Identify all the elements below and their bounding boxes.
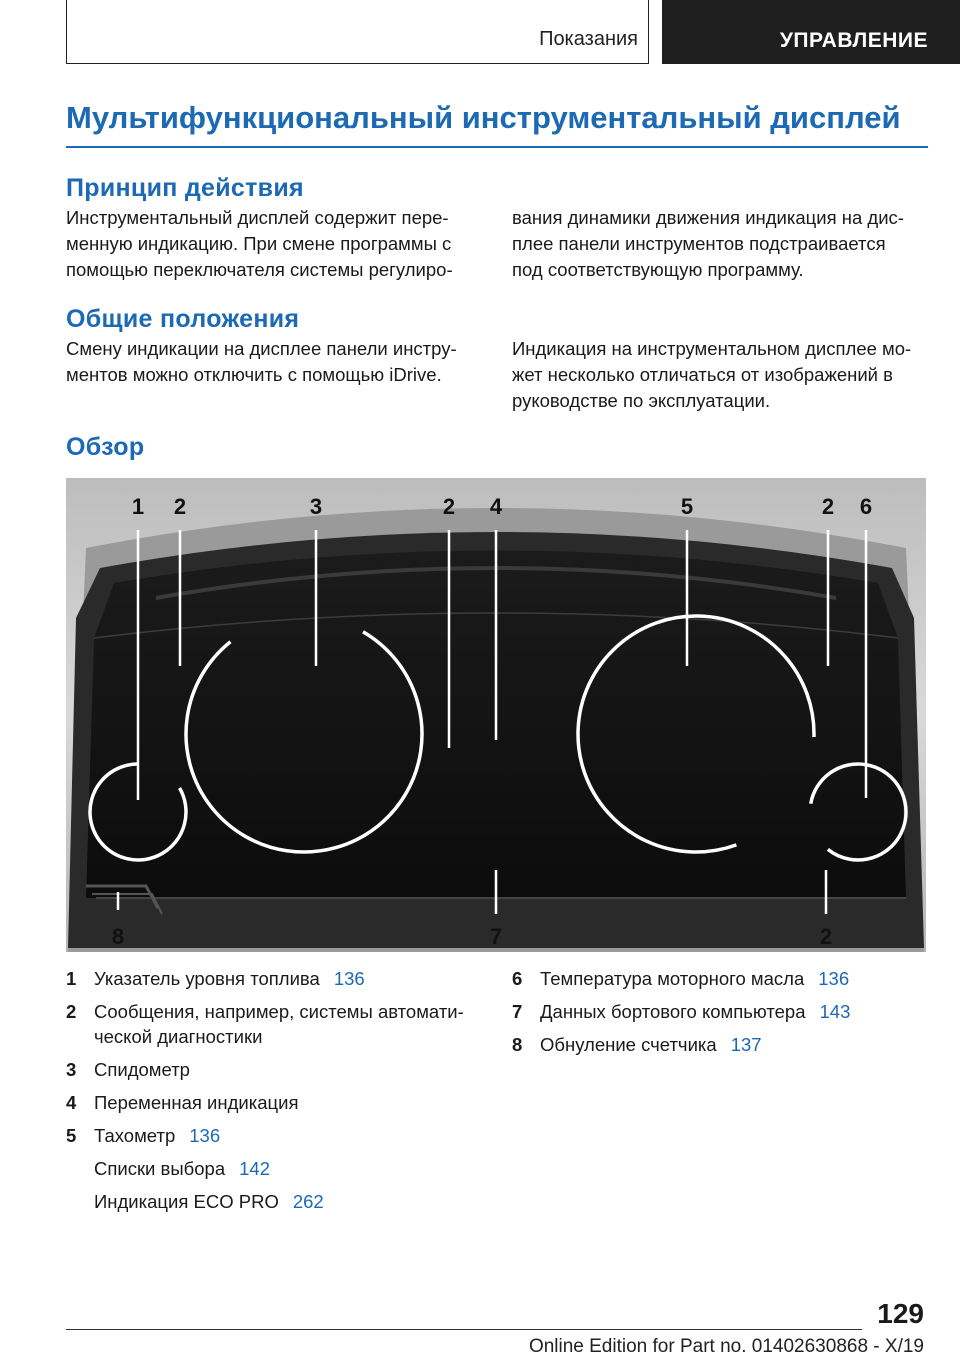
text-line: ментов можно отключить с помощью iDrive. — [66, 364, 442, 385]
text-line: помощью переключателя системы регулиро- — [66, 259, 453, 280]
legend-item — [66, 1057, 486, 1082]
legend-text: Температура моторного масла — [540, 968, 805, 989]
callout-5: 5 — [680, 494, 694, 519]
legend-text: Переменная индикация — [94, 1092, 299, 1113]
page-reference-link[interactable]: 137 — [730, 1034, 762, 1055]
legend-item — [66, 966, 486, 991]
callout-2: 2 — [821, 494, 835, 519]
heading-overview: Обзор — [66, 433, 145, 461]
callout-2: 2 — [173, 494, 187, 519]
legend-text: Тахометр — [94, 1125, 176, 1146]
legend-text: Данных бортового компьютера — [540, 1001, 806, 1022]
legend-item — [66, 999, 486, 1049]
footer-rule — [66, 1329, 862, 1330]
legend-number: 1 — [66, 968, 77, 989]
callout-8: 8 — [111, 924, 125, 949]
page-reference-link[interactable]: 136 — [189, 1125, 221, 1146]
page-number: 129 — [877, 1298, 924, 1329]
title-rule — [66, 146, 928, 148]
general-right-text — [512, 336, 911, 414]
legend-item — [66, 1123, 486, 1148]
principle-right-text — [512, 205, 904, 283]
callout-2: 2 — [442, 494, 456, 519]
legend-text: Указатель уровня топлива — [94, 968, 320, 989]
legend-number: 5 — [66, 1125, 77, 1146]
legend-text: Спидометр — [94, 1059, 190, 1080]
legend-item — [66, 1189, 486, 1214]
callout-6: 6 — [859, 494, 873, 519]
legend-item — [66, 1090, 486, 1115]
legend-item — [512, 966, 932, 991]
text-line: менную индикацию. При смене программы с — [66, 233, 452, 254]
page-reference-link[interactable]: 136 — [818, 968, 850, 989]
header-section: Показания — [539, 28, 638, 50]
callout-7: 7 — [489, 924, 503, 949]
instrument-cluster-illustration — [66, 478, 926, 952]
legend-text: Сообщения, например, системы автомати- — [94, 1001, 464, 1022]
page-title: Мультифункциональный инструментальный дисплей — [66, 100, 901, 135]
header-chapter-tab — [662, 0, 960, 64]
legend-number: 7 — [512, 1001, 523, 1022]
instrument-cluster-figure — [66, 478, 926, 952]
legend-number: 6 — [512, 968, 523, 989]
callout-4: 4 — [489, 494, 503, 519]
callout-2: 2 — [819, 924, 833, 949]
legend-number: 8 — [512, 1034, 523, 1055]
legend-item — [66, 1156, 486, 1181]
legend-right — [512, 966, 932, 1065]
text-line: жет несколько отличаться от изображений в — [512, 364, 893, 385]
legend-text-continued: ческой диагностики — [94, 1026, 263, 1047]
legend-text: Индикация ECO PRO — [94, 1191, 279, 1212]
heading-principle: Принцип действия — [66, 174, 304, 202]
text-line: вания динамики движения индикация на дис- — [512, 207, 904, 228]
page-reference-link[interactable]: 262 — [292, 1191, 324, 1212]
legend-number: 4 — [66, 1092, 77, 1113]
general-left-text — [66, 336, 457, 388]
page-reference-link[interactable]: 136 — [333, 968, 365, 989]
legend-number: 2 — [66, 1001, 77, 1022]
heading-general: Общие положения — [66, 305, 300, 333]
text-line: Инструментальный дисплей содержит пере- — [66, 207, 449, 228]
legend-item — [512, 999, 932, 1024]
page-reference-link[interactable]: 142 — [239, 1158, 270, 1179]
legend-left — [66, 966, 486, 1222]
callout-3: 3 — [309, 494, 323, 519]
text-line: плее панели инструментов подстраивается — [512, 233, 886, 254]
principle-left-text — [66, 205, 453, 283]
footer-edition: Online Edition for Part no. 01402630868 - X/19 — [528, 1336, 924, 1357]
text-line: Индикация на инструментальном дисплее мо- — [512, 338, 912, 359]
callout-1: 1 — [131, 494, 145, 519]
legend-number: 3 — [66, 1059, 77, 1080]
text-line: Смену индикации на дисплее панели инстру- — [66, 338, 457, 359]
text-line: руководстве по эксплуатации. — [512, 390, 771, 411]
text-line: под соответствующую программу. — [512, 259, 804, 280]
header-chapter-label: УПРАВЛЕНИЕ — [779, 29, 928, 52]
legend-item — [512, 1032, 932, 1057]
legend-text: Обнуление счетчика — [540, 1034, 717, 1055]
page-reference-link[interactable]: 143 — [819, 1001, 851, 1022]
legend-text: Списки выбора — [94, 1158, 226, 1179]
